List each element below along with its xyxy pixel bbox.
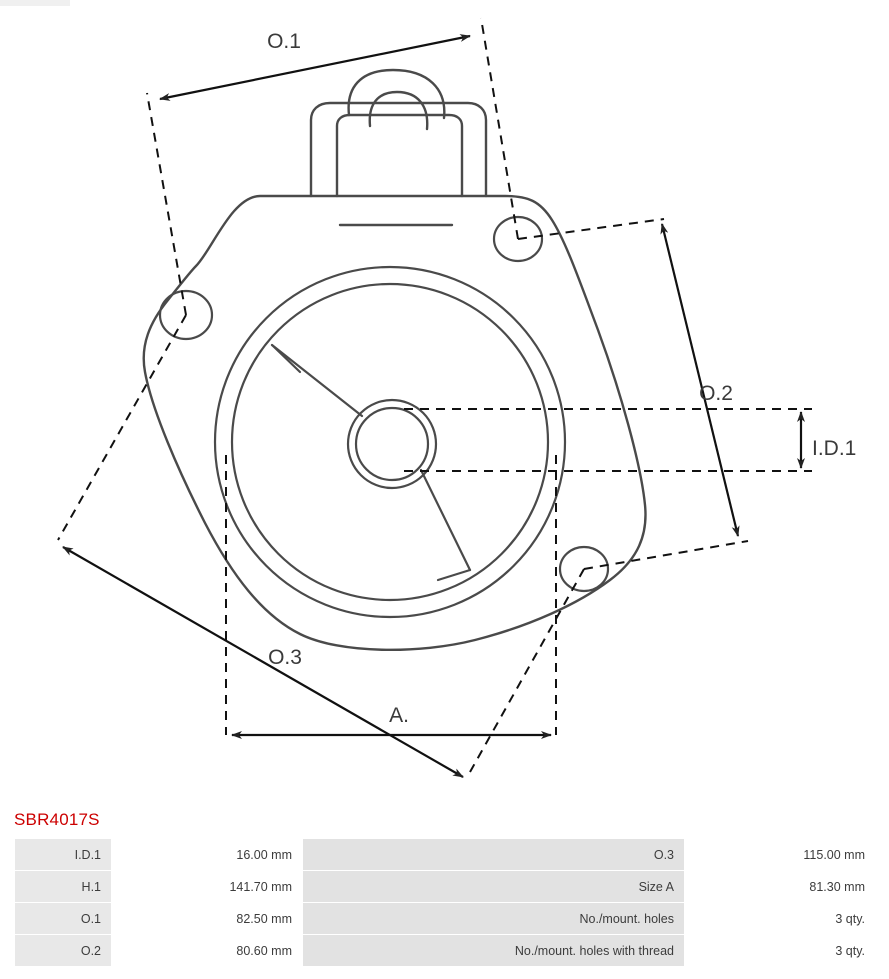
bore-webs xyxy=(272,345,470,580)
dimension-text-group xyxy=(267,30,856,727)
spec-value-right: 81.30 mm xyxy=(685,871,876,903)
part-number-title: SBR4017S xyxy=(14,810,100,829)
spec-label-left: I.D.1 xyxy=(15,839,112,871)
spec-label-right: O.3 xyxy=(303,839,685,871)
dimension-label-a: A. xyxy=(389,704,409,727)
spec-label-left: O.1 xyxy=(15,903,112,935)
spec-value-right: 3 qty. xyxy=(685,935,876,967)
spec-table-body xyxy=(15,839,876,967)
dimension-label-id1: I.D.1 xyxy=(812,437,857,460)
spec-value-left: 82.50 mm xyxy=(112,903,303,935)
central-bore-rings xyxy=(215,267,565,617)
spec-value-left: 80.60 mm xyxy=(112,935,303,967)
spec-label-right: No./mount. holes xyxy=(303,903,685,935)
spec-label-right: No./mount. holes with thread xyxy=(303,935,685,967)
specifications-table xyxy=(14,838,876,967)
table-row xyxy=(15,871,876,903)
table-row xyxy=(15,839,876,871)
table-row xyxy=(15,935,876,967)
spec-value-right: 3 qty. xyxy=(685,903,876,935)
spec-label-left: H.1 xyxy=(15,871,112,903)
dimension-label-o2: O.2 xyxy=(699,382,733,405)
spec-label-left: O.2 xyxy=(15,935,112,967)
spec-value-right: 115.00 mm xyxy=(685,839,876,871)
spec-label-right: Size A xyxy=(303,871,685,903)
dimension-label-o3: O.3 xyxy=(268,646,302,669)
mounting-holes xyxy=(160,217,608,591)
dimension-label-o1: O.1 xyxy=(267,30,301,53)
spec-value-left: 16.00 mm xyxy=(112,839,303,871)
table-row xyxy=(15,903,876,935)
spec-value-left: 141.70 mm xyxy=(112,871,303,903)
housing-outline xyxy=(144,70,646,650)
